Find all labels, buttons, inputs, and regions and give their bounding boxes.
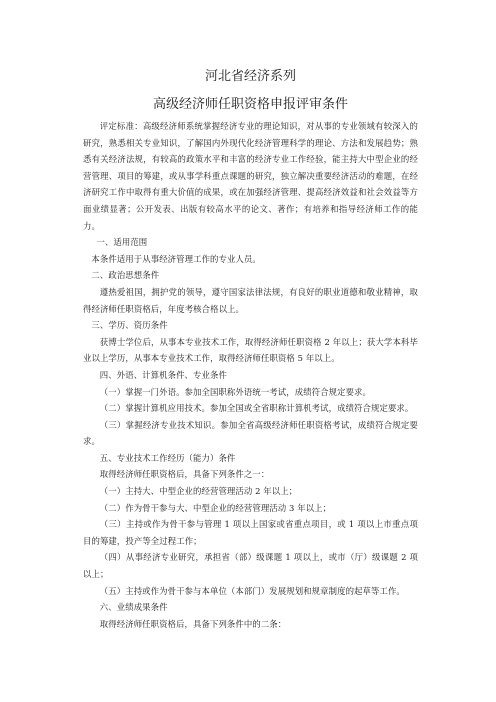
document-title-series: 河北省经济系列 xyxy=(204,69,296,84)
section-4-heading: 四、外语、计算机条件、专业条件 xyxy=(99,369,227,380)
section-3-body: 获博士学位后，从事本专业技术工作，取得经济师任职资格 2 年以上；获大学本科毕业以上学历，从事本专业技术工作，取得经济师任职资格 5 年以上。 xyxy=(83,336,418,364)
intro-paragraph: 评定标准：高级经济师系统掌握经济专业的理论知识，对从事的专业领域有较深入的研究，熟悉相关专业知识，了解国内外现代化经济管理科学的理论、方法和发展趋势；熟悉有关经济法规，有较高的政策水平和丰富的经济专业工作经验，能主持大中型企业的经营管理、项目的筹建，或从事学科重点课题的研究，独立解决重要经济活动的难题，在经济研究工作中取得有重大价值的成果，或在加强经济管理、提高经济效益和社会效益等方面业绩显著；公开发表、出版有较高水平的论文、著作；有培养和指导经济师工作的能力。 xyxy=(83,121,418,231)
section-5-heading: 五、专业技术工作经历（能力）条件 xyxy=(99,452,236,463)
section-2-body: 遵热爱祖国，拥护党的领导，遵守国家法律法规，有良好的职业道德和敬业精神，取得经济师任职资格后，年度考核合格以上。 xyxy=(83,286,418,314)
section-1-body: 本条件适用于从事经济管理工作的专业人员。 xyxy=(91,253,261,264)
section-6-lead: 取得经济师任职资格后，具备下列条件中的二条： xyxy=(99,618,287,629)
section-5-lead: 取得经济师任职资格后，具备下列条件之一： xyxy=(99,469,270,480)
section-4-item-2: （二）掌握计算机应用技术。参加全国或全省职称计算机考试，成绩符合规定要求。 xyxy=(99,403,414,414)
section-5-item-3: （三）主持或作为骨干参与管理 1 项以上国家或省重点项目，或 1 项以上市重点项目的筹建，投产等全过程工作； xyxy=(83,519,418,546)
section-5-item-5: （五）主持或作为骨干参与本单位（本部门）发展规划和规章制度的起草等工作。 xyxy=(99,585,405,596)
section-3-heading: 三、学历、资历条件 xyxy=(91,320,168,331)
section-6-heading: 六、业绩成果条件 xyxy=(99,602,168,613)
section-5-item-1: （一）主持大、中型企业的经营管理活动 2 年以上； xyxy=(99,486,298,497)
section-4-item-3: （三）掌握经济专业技术知识。参加全省高级经济师任职资格考试，成绩符合规定要求。 xyxy=(83,419,418,447)
section-5-item-2: （二）作为骨干参与大、中型企业的经营管理活动 3 年以上； xyxy=(99,502,332,513)
document-title-main: 高级经济师任职资格申报评审条件 xyxy=(152,97,348,112)
section-4-item-1: （一）掌握一门外语。参加全国职称外语统一考试，成绩符合规定要求。 xyxy=(99,386,371,397)
section-1-heading: 一、适用范围 xyxy=(96,237,148,248)
section-2-heading: 二、政治思想条件 xyxy=(91,270,160,281)
section-5-item-4: （四）从事经济专业研究，承担省（部）级课题 1 项以上，或市（厅）级课题 2 项以上； xyxy=(83,552,418,580)
